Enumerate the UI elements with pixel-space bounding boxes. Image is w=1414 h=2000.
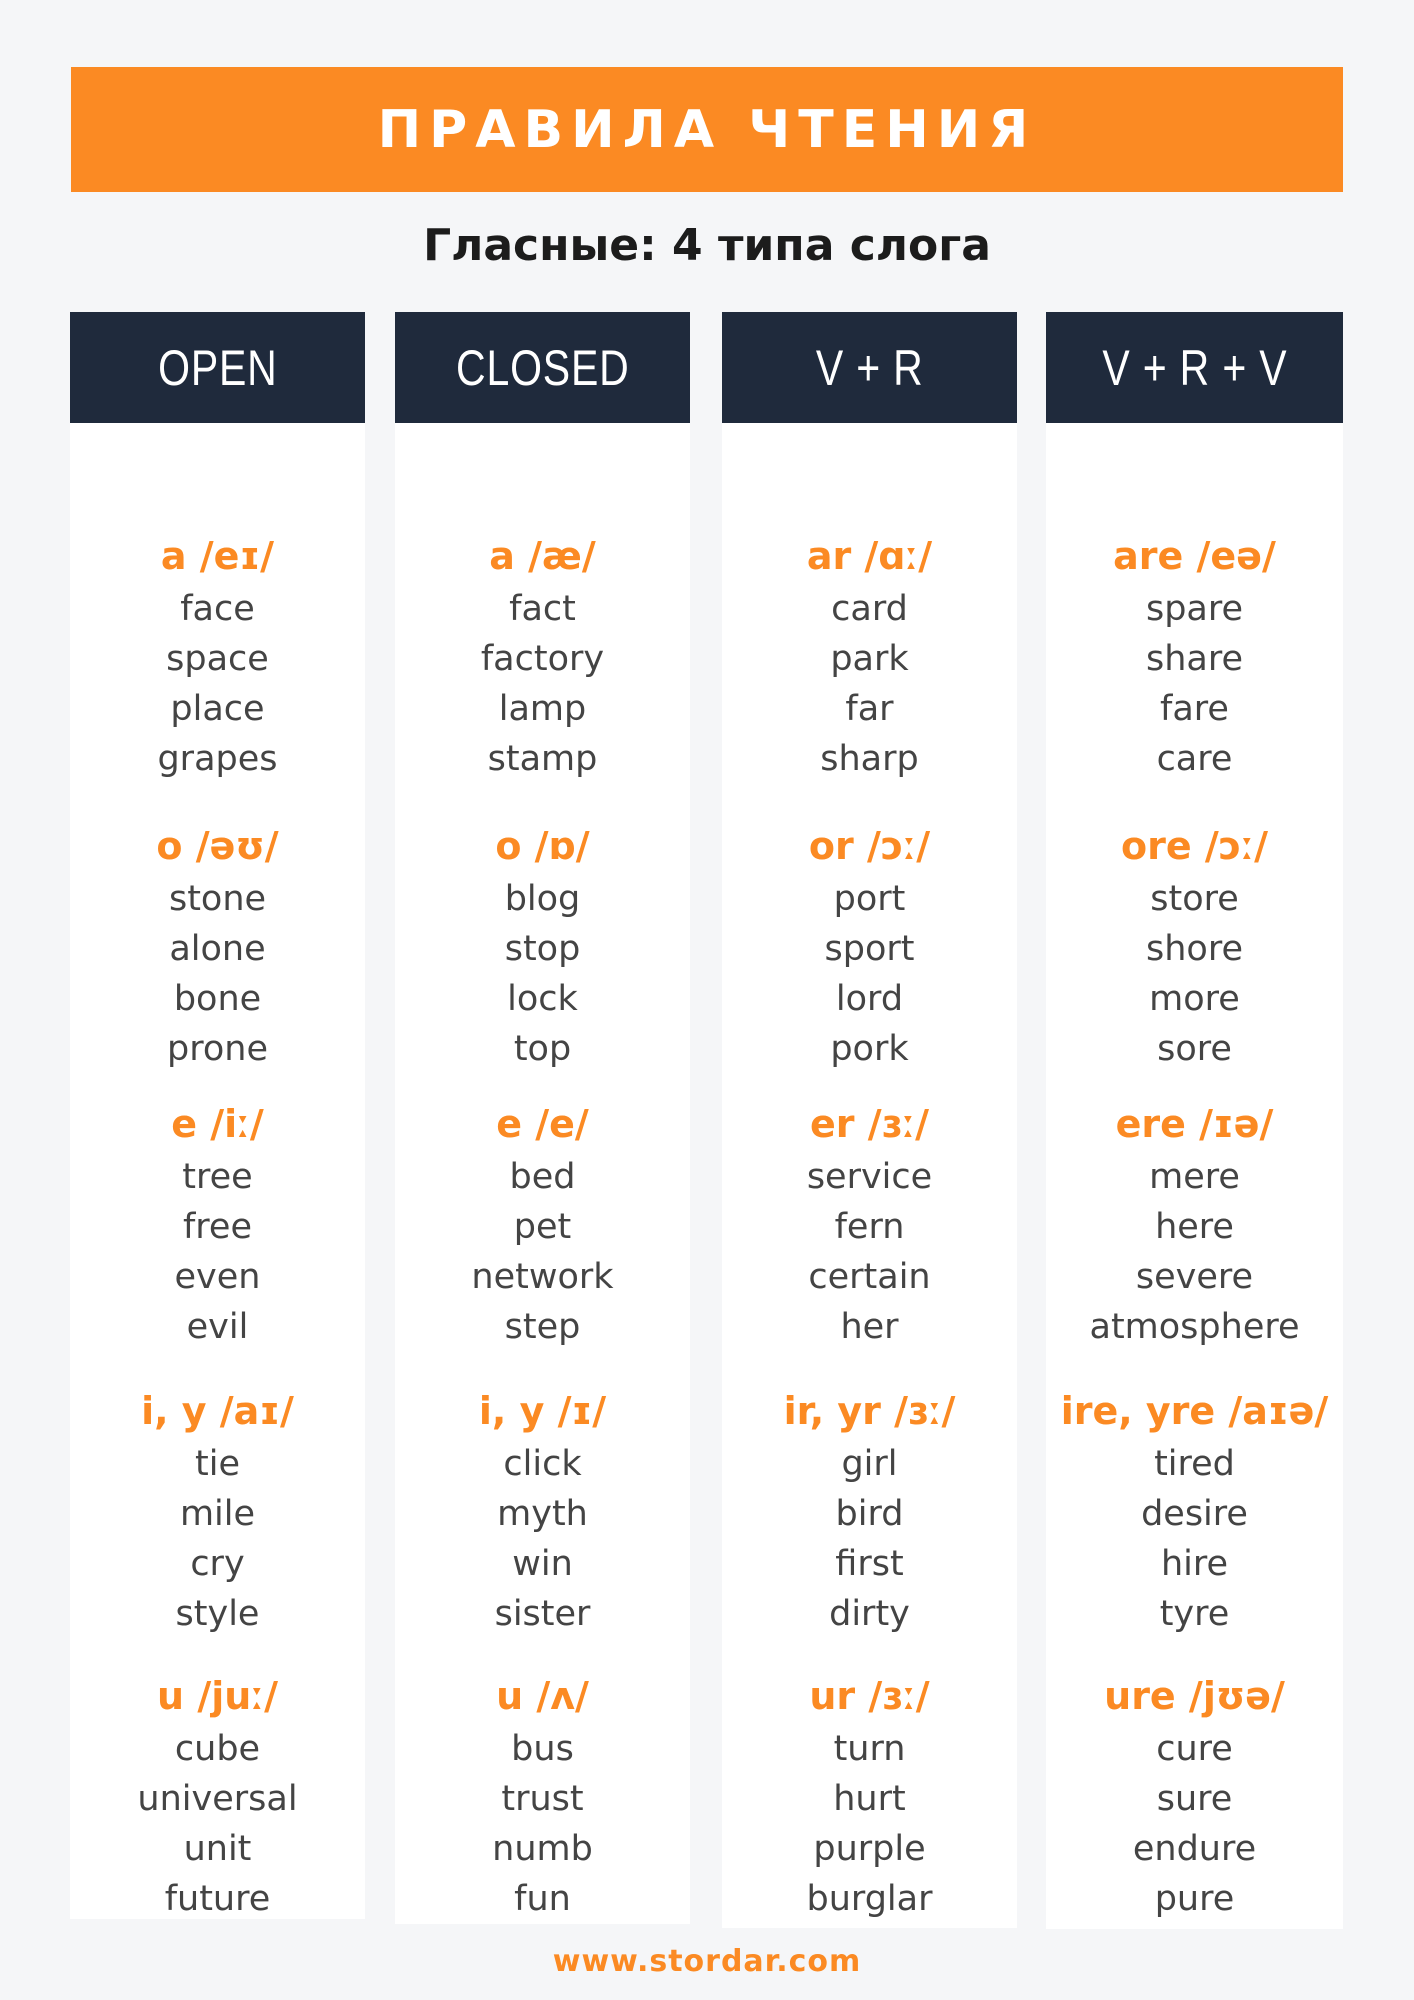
rule-group <box>395 1096 690 1352</box>
example-word: endure <box>1132 1829 1257 1869</box>
example-word: fun <box>514 1879 571 1919</box>
rule-heading: ir, yr /ɜː/ <box>783 1389 956 1433</box>
example-word: burglar <box>806 1879 933 1919</box>
example-word: sport <box>824 929 915 969</box>
example-word: evil <box>186 1307 249 1347</box>
example-word: face <box>180 589 255 629</box>
column-title: V + R + V <box>1101 339 1288 396</box>
column-title: CLOSED <box>455 339 630 396</box>
example-word: mile <box>179 1494 256 1534</box>
page-subtitle: Гласные: 4 типа слога <box>423 220 991 271</box>
rule-heading: ere /ɪə/ <box>1115 1102 1274 1146</box>
example-word: spare <box>1145 589 1244 629</box>
rule-heading: or /ɔː/ <box>808 824 931 868</box>
footer-url: www.stordar.com <box>552 1944 862 1979</box>
example-word: certain <box>808 1257 931 1297</box>
rule-heading: e /e/ <box>496 1102 589 1146</box>
example-word: factory <box>480 639 605 679</box>
column-header <box>395 312 690 423</box>
example-word: stop <box>504 929 581 969</box>
example-word: cry <box>190 1544 245 1584</box>
example-word: tree <box>182 1157 253 1197</box>
rule-group <box>1046 528 1343 784</box>
rule-group <box>70 1668 365 1924</box>
example-word: numb <box>492 1829 593 1869</box>
page-title: ПРАВИЛА ЧТЕНИЯ <box>377 99 1037 160</box>
rule-group <box>395 1668 690 1924</box>
example-word: place <box>170 689 265 729</box>
example-word: sore <box>1157 1029 1232 1069</box>
example-word: universal <box>137 1779 298 1819</box>
example-word: unit <box>183 1829 252 1869</box>
rule-heading: e /iː/ <box>171 1102 264 1146</box>
example-word: future <box>164 1879 271 1919</box>
example-word: service <box>806 1157 933 1197</box>
title-banner <box>71 67 1343 192</box>
example-word: stone <box>168 879 267 919</box>
rule-group <box>722 1096 1017 1352</box>
example-word: prone <box>167 1029 268 1069</box>
column-header <box>722 312 1017 423</box>
rule-heading: u /ʌ/ <box>496 1674 589 1718</box>
rule-group <box>395 528 690 784</box>
rule-group <box>1046 1668 1343 1924</box>
example-word: step <box>504 1307 581 1347</box>
rule-group <box>1046 818 1343 1074</box>
example-word: bird <box>835 1494 904 1534</box>
example-word: pork <box>830 1029 909 1069</box>
example-word: her <box>840 1307 899 1347</box>
rule-heading: o /əʊ/ <box>156 824 279 868</box>
example-word: dirty <box>829 1594 910 1634</box>
example-word: bone <box>173 979 262 1019</box>
example-word: fact <box>509 589 576 629</box>
column-header <box>1046 312 1343 423</box>
example-word: blog <box>504 879 581 919</box>
example-word: turn <box>833 1729 906 1769</box>
example-word: sure <box>1156 1779 1233 1819</box>
rule-heading: ore /ɔː/ <box>1121 824 1268 868</box>
rule-heading: er /ɜː/ <box>809 1102 929 1146</box>
example-word: space <box>166 639 269 679</box>
example-word: mere <box>1149 1157 1240 1197</box>
example-word: lamp <box>498 689 587 729</box>
rule-heading: ar /ɑː/ <box>806 534 933 578</box>
example-word: park <box>830 639 909 679</box>
example-word: girl <box>841 1444 898 1484</box>
example-word: far <box>845 689 894 729</box>
column-open <box>70 312 365 1919</box>
example-word: tie <box>195 1444 240 1484</box>
example-word: sister <box>494 1594 591 1634</box>
example-word: pet <box>513 1207 572 1247</box>
example-word: atmosphere <box>1089 1307 1300 1347</box>
rule-group <box>722 1383 1017 1639</box>
rule-heading: ur /ɜː/ <box>809 1674 930 1718</box>
example-word: here <box>1155 1207 1234 1247</box>
rule-heading: i, y /ɪ/ <box>478 1389 607 1433</box>
rule-group <box>70 528 365 784</box>
rule-group <box>1046 1383 1343 1639</box>
rule-heading: i, y /aɪ/ <box>141 1389 294 1433</box>
example-word: bus <box>511 1729 574 1769</box>
example-word: alone <box>169 929 266 969</box>
example-word: severe <box>1135 1257 1254 1297</box>
example-word: top <box>513 1029 572 1069</box>
example-word: style <box>175 1594 260 1634</box>
column-header <box>70 312 365 423</box>
example-word: desire <box>1141 1494 1248 1534</box>
example-word: card <box>831 589 908 629</box>
example-word: fare <box>1160 689 1229 729</box>
column-closed <box>395 312 690 1924</box>
rule-group <box>722 528 1017 784</box>
example-word: bed <box>509 1157 576 1197</box>
example-word: first <box>835 1544 904 1584</box>
rule-heading: are /eə/ <box>1113 534 1276 578</box>
rule-heading: o /ɒ/ <box>495 824 590 868</box>
rule-group <box>70 1096 365 1352</box>
example-word: lord <box>835 979 904 1019</box>
example-word: store <box>1150 879 1239 919</box>
example-word: purple <box>813 1829 926 1869</box>
example-word: fern <box>834 1207 905 1247</box>
rule-group <box>722 1668 1017 1924</box>
example-word: hurt <box>833 1779 906 1819</box>
rule-group <box>70 818 365 1074</box>
example-word: stamp <box>487 739 598 779</box>
rule-group <box>70 1383 365 1639</box>
example-word: network <box>471 1257 614 1297</box>
example-word: lock <box>507 979 578 1019</box>
column-v-r-v <box>1046 312 1343 1929</box>
example-word: even <box>174 1257 261 1297</box>
example-word: shore <box>1146 929 1243 969</box>
rule-heading: u /juː/ <box>157 1674 278 1718</box>
example-word: win <box>512 1544 573 1584</box>
example-word: myth <box>497 1494 588 1534</box>
column-v-r <box>722 312 1017 1928</box>
example-word: trust <box>501 1779 584 1819</box>
rule-group <box>1046 1096 1343 1352</box>
example-word: click <box>503 1444 582 1484</box>
rule-heading: a /eɪ/ <box>160 534 275 578</box>
column-title: OPEN <box>157 339 278 396</box>
column-title: V + R <box>815 339 924 396</box>
example-word: tyre <box>1159 1594 1230 1634</box>
rule-heading: ure /jʊə/ <box>1104 1674 1285 1718</box>
example-word: pure <box>1154 1879 1235 1919</box>
rule-group <box>722 818 1017 1074</box>
rule-group <box>395 818 690 1074</box>
example-word: cube <box>174 1729 261 1769</box>
example-word: hire <box>1160 1544 1229 1584</box>
example-word: cure <box>1156 1729 1233 1769</box>
rule-heading: a /æ/ <box>489 534 596 578</box>
rule-heading: ire, yre /aɪə/ <box>1060 1389 1329 1433</box>
example-word: free <box>182 1207 252 1247</box>
rule-group <box>395 1383 690 1639</box>
example-word: care <box>1156 739 1233 779</box>
example-word: more <box>1149 979 1240 1019</box>
example-word: port <box>833 879 906 919</box>
example-word: grapes <box>157 739 278 779</box>
example-word: tired <box>1154 1444 1235 1484</box>
example-word: sharp <box>820 739 919 779</box>
example-word: share <box>1145 639 1244 679</box>
